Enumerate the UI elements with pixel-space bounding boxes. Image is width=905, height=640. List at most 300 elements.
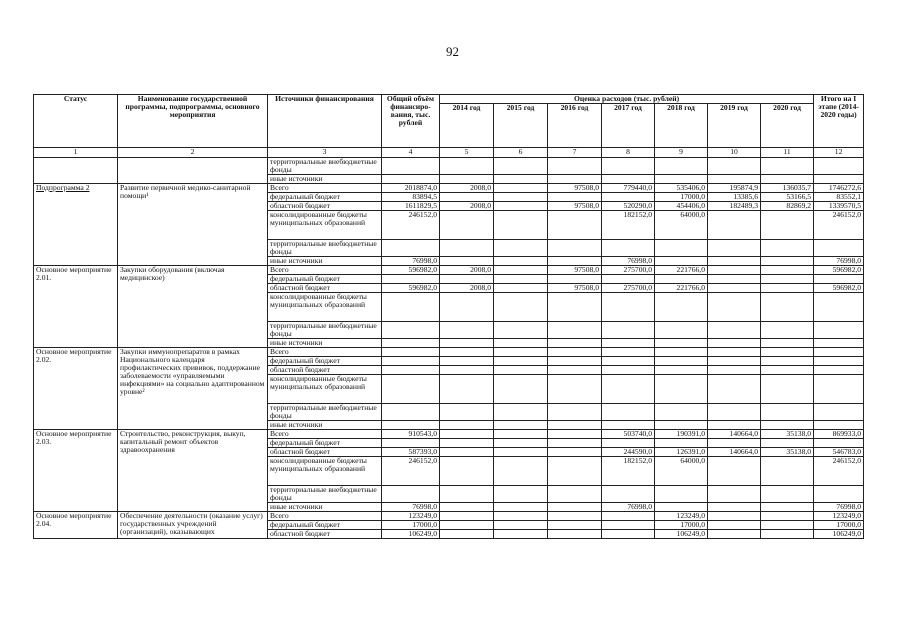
row-value-stage: 106249,0 bbox=[814, 529, 864, 538]
row-value-total: 1611829,5 bbox=[382, 201, 440, 210]
row-name bbox=[118, 157, 268, 183]
row-value-y2016 bbox=[548, 347, 602, 356]
row-value-total bbox=[382, 174, 440, 183]
row-value-y2018: 17000,0 bbox=[655, 192, 708, 201]
row-value-y2019 bbox=[708, 529, 761, 538]
row-value-y2017 bbox=[602, 174, 655, 183]
row-value-y2015 bbox=[494, 157, 548, 174]
row-source: территориальные внебюджетные фонды bbox=[268, 485, 382, 502]
row-value-stage bbox=[814, 438, 864, 447]
row-value-total bbox=[382, 157, 440, 174]
row-value-y2015 bbox=[494, 183, 548, 192]
row-value-y2014 bbox=[440, 529, 494, 538]
row-value-y2019: 182489,3 bbox=[708, 201, 761, 210]
table-row bbox=[34, 429, 864, 438]
row-value-y2016: 97508,0 bbox=[548, 265, 602, 274]
column-index: 2 bbox=[118, 147, 268, 157]
row-value-y2016 bbox=[548, 511, 602, 520]
row-value-stage: 76998,0 bbox=[814, 502, 864, 511]
row-value-total bbox=[382, 374, 440, 403]
row-value-total: 587393,0 bbox=[382, 447, 440, 456]
row-value-total bbox=[382, 338, 440, 347]
row-value-total: 596982,0 bbox=[382, 283, 440, 292]
row-value-y2019 bbox=[708, 365, 761, 374]
row-value-stage bbox=[814, 347, 864, 356]
row-source: территориальные внебюджетные фонды bbox=[268, 157, 382, 174]
row-value-y2016: 97508,0 bbox=[548, 183, 602, 192]
row-value-y2016 bbox=[548, 485, 602, 502]
row-value-y2015 bbox=[494, 292, 548, 321]
row-value-stage bbox=[814, 338, 864, 347]
row-value-y2015 bbox=[494, 365, 548, 374]
row-source: территориальные внебюджетные фонды bbox=[268, 239, 382, 256]
row-value-y2020 bbox=[761, 321, 814, 338]
row-value-y2014 bbox=[440, 403, 494, 420]
row-value-total: 83894,5 bbox=[382, 192, 440, 201]
row-value-y2016: 97508,0 bbox=[548, 201, 602, 210]
row-value-y2014 bbox=[440, 429, 494, 438]
row-value-stage bbox=[814, 485, 864, 502]
row-value-y2018 bbox=[655, 374, 708, 403]
column-index: 8 bbox=[602, 147, 655, 157]
row-value-stage bbox=[814, 274, 864, 283]
row-value-y2020 bbox=[761, 520, 814, 529]
row-source: консолидированные бюджеты муниципальных образований bbox=[268, 210, 382, 239]
row-value-y2018 bbox=[655, 157, 708, 174]
row-value-y2019 bbox=[708, 456, 761, 485]
table-row bbox=[34, 157, 864, 174]
row-value-total bbox=[382, 485, 440, 502]
row-value-stage: 17000,0 bbox=[814, 520, 864, 529]
row-value-y2016 bbox=[548, 447, 602, 456]
row-value-y2016 bbox=[548, 520, 602, 529]
row-value-y2020 bbox=[761, 174, 814, 183]
row-value-y2017 bbox=[602, 365, 655, 374]
row-source: областной бюджет bbox=[268, 201, 382, 210]
row-value-stage: 1339570,5 bbox=[814, 201, 864, 210]
row-source: федеральный бюджет bbox=[268, 356, 382, 365]
row-value-y2014 bbox=[440, 520, 494, 529]
row-status: Основное мероприятие 2.04. bbox=[34, 511, 118, 538]
row-value-y2020: 82869,2 bbox=[761, 201, 814, 210]
row-value-stage bbox=[814, 239, 864, 256]
row-value-y2019 bbox=[708, 265, 761, 274]
row-value-y2018: 64000,0 bbox=[655, 210, 708, 239]
row-value-y2015 bbox=[494, 274, 548, 283]
row-value-y2019 bbox=[708, 511, 761, 520]
column-index: 11 bbox=[761, 147, 814, 157]
row-value-y2019 bbox=[708, 374, 761, 403]
row-value-y2020 bbox=[761, 292, 814, 321]
row-value-y2017: 76998,0 bbox=[602, 502, 655, 511]
row-value-y2017: 76998,0 bbox=[602, 256, 655, 265]
row-value-y2014 bbox=[440, 292, 494, 321]
row-value-stage bbox=[814, 420, 864, 429]
row-value-y2019 bbox=[708, 210, 761, 239]
column-index: 7 bbox=[548, 147, 602, 157]
row-value-total bbox=[382, 292, 440, 321]
row-value-y2018: 123249,0 bbox=[655, 511, 708, 520]
row-value-y2020 bbox=[761, 502, 814, 511]
row-value-y2016 bbox=[548, 356, 602, 365]
row-value-y2016 bbox=[548, 456, 602, 485]
row-value-y2014 bbox=[440, 438, 494, 447]
row-value-y2018 bbox=[655, 338, 708, 347]
row-value-y2020 bbox=[761, 157, 814, 174]
row-value-y2019 bbox=[708, 174, 761, 183]
row-source: консолидированные бюджеты муниципальных образований bbox=[268, 456, 382, 485]
row-value-total: 596982,0 bbox=[382, 265, 440, 274]
row-value-y2017: 503740,0 bbox=[602, 429, 655, 438]
row-name: Развитие первичной медико-санитарной помощи¹ bbox=[118, 183, 268, 265]
column-index: 12 bbox=[814, 147, 864, 157]
row-value-stage: 546783,0 bbox=[814, 447, 864, 456]
row-value-y2016 bbox=[548, 256, 602, 265]
row-value-total: 123249,0 bbox=[382, 511, 440, 520]
row-value-total bbox=[382, 356, 440, 365]
row-source: федеральный бюджет bbox=[268, 438, 382, 447]
row-value-y2017 bbox=[602, 239, 655, 256]
row-value-y2016 bbox=[548, 529, 602, 538]
row-source: Всего bbox=[268, 511, 382, 520]
row-value-total bbox=[382, 438, 440, 447]
row-source: иные источники bbox=[268, 502, 382, 511]
row-value-total: 106249,0 bbox=[382, 529, 440, 538]
row-value-y2016 bbox=[548, 429, 602, 438]
row-value-y2015 bbox=[494, 256, 548, 265]
row-value-y2018 bbox=[655, 347, 708, 356]
row-value-y2014: 2008,0 bbox=[440, 201, 494, 210]
row-value-stage: 869933,0 bbox=[814, 429, 864, 438]
row-value-y2017 bbox=[602, 292, 655, 321]
row-value-y2015 bbox=[494, 265, 548, 274]
row-value-y2020 bbox=[761, 420, 814, 429]
row-value-y2019 bbox=[708, 283, 761, 292]
row-value-y2014 bbox=[440, 420, 494, 429]
row-value-y2019 bbox=[708, 420, 761, 429]
row-value-y2019 bbox=[708, 239, 761, 256]
row-value-y2015 bbox=[494, 529, 548, 538]
row-status bbox=[34, 157, 118, 183]
row-value-y2017: 779440,0 bbox=[602, 183, 655, 192]
row-value-y2020 bbox=[761, 365, 814, 374]
row-status: Основное мероприятие 2.01. bbox=[34, 265, 118, 347]
row-source: иные источники bbox=[268, 420, 382, 429]
row-source: Всего bbox=[268, 429, 382, 438]
row-source: Всего bbox=[268, 183, 382, 192]
header-year: 2017 год bbox=[602, 103, 655, 147]
row-value-y2018 bbox=[655, 174, 708, 183]
row-value-y2020 bbox=[761, 274, 814, 283]
row-value-y2015 bbox=[494, 456, 548, 485]
row-value-y2017 bbox=[602, 274, 655, 283]
column-index: 5 bbox=[440, 147, 494, 157]
row-value-y2014: 2008,0 bbox=[440, 265, 494, 274]
row-value-y2019 bbox=[708, 157, 761, 174]
row-value-y2019 bbox=[708, 347, 761, 356]
row-value-stage bbox=[814, 174, 864, 183]
row-value-y2017 bbox=[602, 338, 655, 347]
row-value-stage bbox=[814, 356, 864, 365]
row-value-y2017 bbox=[602, 356, 655, 365]
row-value-y2019 bbox=[708, 356, 761, 365]
row-value-y2015 bbox=[494, 374, 548, 403]
row-value-y2019 bbox=[708, 403, 761, 420]
column-index: 9 bbox=[655, 147, 708, 157]
row-value-y2014 bbox=[440, 338, 494, 347]
header-sources: Источники финансирования bbox=[268, 95, 382, 148]
row-value-y2017: 244590,0 bbox=[602, 447, 655, 456]
header-stage-total: Итого на I этапе (2014-2020 годы) bbox=[814, 95, 864, 148]
row-value-y2017 bbox=[602, 374, 655, 403]
row-value-y2017 bbox=[602, 420, 655, 429]
row-value-y2015 bbox=[494, 174, 548, 183]
row-value-y2016 bbox=[548, 420, 602, 429]
row-source: областной бюджет bbox=[268, 447, 382, 456]
row-value-stage bbox=[814, 321, 864, 338]
row-value-y2020 bbox=[761, 338, 814, 347]
row-value-y2018 bbox=[655, 403, 708, 420]
row-value-y2019: 195874,9 bbox=[708, 183, 761, 192]
row-value-y2017 bbox=[602, 321, 655, 338]
row-value-stage bbox=[814, 374, 864, 403]
row-value-y2014 bbox=[440, 447, 494, 456]
row-source: территориальные внебюджетные фонды bbox=[268, 403, 382, 420]
row-value-y2018 bbox=[655, 502, 708, 511]
row-value-y2014 bbox=[440, 502, 494, 511]
row-value-total bbox=[382, 321, 440, 338]
row-value-y2014 bbox=[440, 485, 494, 502]
row-value-y2018: 17000,0 bbox=[655, 520, 708, 529]
row-value-y2015 bbox=[494, 239, 548, 256]
row-value-y2020: 53166,5 bbox=[761, 192, 814, 201]
row-value-y2018: 221766,0 bbox=[655, 265, 708, 274]
row-value-y2020: 35138,0 bbox=[761, 447, 814, 456]
row-value-y2015 bbox=[494, 438, 548, 447]
row-value-y2020: 136035,7 bbox=[761, 183, 814, 192]
table-row bbox=[34, 511, 864, 520]
row-value-y2019 bbox=[708, 321, 761, 338]
row-value-y2018: 535406,0 bbox=[655, 183, 708, 192]
row-value-stage bbox=[814, 157, 864, 174]
row-value-y2018 bbox=[655, 365, 708, 374]
column-index-row bbox=[34, 147, 864, 157]
header-year: 2014 год bbox=[440, 103, 494, 147]
column-index: 1 bbox=[34, 147, 118, 157]
row-value-y2016 bbox=[548, 374, 602, 403]
row-source: областной бюджет bbox=[268, 365, 382, 374]
row-value-y2017: 275700,0 bbox=[602, 283, 655, 292]
row-value-stage bbox=[814, 365, 864, 374]
row-value-y2017: 182152,0 bbox=[602, 210, 655, 239]
row-value-y2020 bbox=[761, 265, 814, 274]
row-value-y2019 bbox=[708, 256, 761, 265]
row-value-y2014 bbox=[440, 239, 494, 256]
row-value-y2015 bbox=[494, 283, 548, 292]
row-value-y2017 bbox=[602, 192, 655, 201]
row-source: областной бюджет bbox=[268, 283, 382, 292]
row-value-y2020 bbox=[761, 485, 814, 502]
row-value-y2017 bbox=[602, 529, 655, 538]
row-value-y2016 bbox=[548, 292, 602, 321]
row-value-y2019 bbox=[708, 274, 761, 283]
row-value-y2015 bbox=[494, 338, 548, 347]
header-row bbox=[34, 95, 864, 104]
row-value-y2016 bbox=[548, 210, 602, 239]
column-index: 4 bbox=[382, 147, 440, 157]
row-value-y2014 bbox=[440, 256, 494, 265]
column-index: 3 bbox=[268, 147, 382, 157]
row-value-y2019: 13385,6 bbox=[708, 192, 761, 201]
row-value-stage bbox=[814, 292, 864, 321]
row-name: Обеспечение деятельности (оказание услуг) государственных учреждений (организаций), оказывающих bbox=[118, 511, 268, 538]
row-value-y2014 bbox=[440, 374, 494, 403]
table-row bbox=[34, 183, 864, 192]
row-value-y2020: 35138,0 bbox=[761, 429, 814, 438]
row-value-y2015 bbox=[494, 210, 548, 239]
row-value-y2015 bbox=[494, 192, 548, 201]
row-value-total: 2018874,0 bbox=[382, 183, 440, 192]
row-source: консолидированные бюджеты муниципальных образований bbox=[268, 292, 382, 321]
column-index: 10 bbox=[708, 147, 761, 157]
row-value-y2017 bbox=[602, 485, 655, 502]
row-value-y2016 bbox=[548, 192, 602, 201]
row-value-y2020 bbox=[761, 374, 814, 403]
row-value-y2020 bbox=[761, 283, 814, 292]
row-value-y2018 bbox=[655, 256, 708, 265]
row-value-y2020 bbox=[761, 239, 814, 256]
row-value-stage: 596982,0 bbox=[814, 283, 864, 292]
row-value-y2017 bbox=[602, 520, 655, 529]
row-value-y2018: 190391,0 bbox=[655, 429, 708, 438]
row-value-y2018: 64000,0 bbox=[655, 456, 708, 485]
row-source: областной бюджет bbox=[268, 529, 382, 538]
row-status: Основное мероприятие 2.03. bbox=[34, 429, 118, 511]
row-value-y2019 bbox=[708, 502, 761, 511]
row-value-y2014 bbox=[440, 210, 494, 239]
row-status: Основное мероприятие 2.02. bbox=[34, 347, 118, 429]
row-value-total bbox=[382, 239, 440, 256]
row-value-y2016 bbox=[548, 502, 602, 511]
row-value-total bbox=[382, 347, 440, 356]
row-value-total: 246152,0 bbox=[382, 456, 440, 485]
row-value-y2019: 140664,0 bbox=[708, 429, 761, 438]
header-total: Общий объём финансиро-вания, тыс. рублей bbox=[382, 95, 440, 148]
row-value-y2017 bbox=[602, 403, 655, 420]
row-value-y2019: 140664,0 bbox=[708, 447, 761, 456]
row-value-y2014 bbox=[440, 365, 494, 374]
row-value-y2015 bbox=[494, 356, 548, 365]
row-value-y2020 bbox=[761, 356, 814, 365]
row-value-y2018 bbox=[655, 292, 708, 321]
row-value-y2018: 126391,0 bbox=[655, 447, 708, 456]
row-value-total: 76998,0 bbox=[382, 256, 440, 265]
row-value-y2016 bbox=[548, 365, 602, 374]
budget-table bbox=[33, 94, 864, 539]
header-year: 2016 год bbox=[548, 103, 602, 147]
row-value-y2016 bbox=[548, 157, 602, 174]
row-value-y2017 bbox=[602, 347, 655, 356]
row-value-total: 246152,0 bbox=[382, 210, 440, 239]
row-name: Закупки иммунопрепаратов в рамках Национального календаря профилактических прививок, поддержание заболеваемости «управляемыми инфекциями» на социально адаптированном уровне² bbox=[118, 347, 268, 429]
row-name: Строительство, реконструкция, выкуп, капитальный ремонт объектов здравоохранения bbox=[118, 429, 268, 511]
header-year: 2019 год bbox=[708, 103, 761, 147]
row-value-y2014 bbox=[440, 157, 494, 174]
row-value-y2020 bbox=[761, 210, 814, 239]
row-value-stage: 246152,0 bbox=[814, 456, 864, 485]
row-value-y2014 bbox=[440, 174, 494, 183]
row-value-total bbox=[382, 365, 440, 374]
row-source: федеральный бюджет bbox=[268, 192, 382, 201]
row-value-y2017: 275700,0 bbox=[602, 265, 655, 274]
row-value-y2020 bbox=[761, 347, 814, 356]
header-year: 2015 год bbox=[494, 103, 548, 147]
row-value-y2015 bbox=[494, 429, 548, 438]
row-value-stage: 83552,1 bbox=[814, 192, 864, 201]
row-value-y2015 bbox=[494, 485, 548, 502]
row-value-y2015 bbox=[494, 403, 548, 420]
row-value-stage bbox=[814, 403, 864, 420]
row-value-y2015 bbox=[494, 347, 548, 356]
row-value-y2015 bbox=[494, 520, 548, 529]
row-value-y2019 bbox=[708, 292, 761, 321]
row-source: иные источники bbox=[268, 174, 382, 183]
row-source: иные источники bbox=[268, 256, 382, 265]
row-value-y2016 bbox=[548, 274, 602, 283]
row-value-y2016: 97508,0 bbox=[548, 283, 602, 292]
row-name: Закупки оборудования (включая медицинское) bbox=[118, 265, 268, 347]
row-value-y2019 bbox=[708, 485, 761, 502]
row-value-y2014 bbox=[440, 192, 494, 201]
row-value-stage: 123249,0 bbox=[814, 511, 864, 520]
row-value-y2020 bbox=[761, 456, 814, 485]
row-value-y2017 bbox=[602, 511, 655, 520]
table-body bbox=[34, 157, 864, 538]
header-name: Наименование государственной программы, подпрограммы, основного мероприятия bbox=[118, 95, 268, 148]
row-value-y2014: 2008,0 bbox=[440, 183, 494, 192]
row-source: иные источники bbox=[268, 338, 382, 347]
row-value-y2018: 221766,0 bbox=[655, 283, 708, 292]
row-value-stage: 596982,0 bbox=[814, 265, 864, 274]
row-value-y2020 bbox=[761, 511, 814, 520]
row-value-y2017: 520290,0 bbox=[602, 201, 655, 210]
row-value-y2018 bbox=[655, 485, 708, 502]
header-estimate: Оценка расходов (тыс. рублей) bbox=[440, 95, 814, 104]
row-source: консолидированные бюджеты муниципальных образований bbox=[268, 374, 382, 403]
row-value-y2019 bbox=[708, 438, 761, 447]
row-value-stage: 246152,0 bbox=[814, 210, 864, 239]
row-value-stage: 76998,0 bbox=[814, 256, 864, 265]
row-value-y2017 bbox=[602, 157, 655, 174]
row-value-y2015 bbox=[494, 447, 548, 456]
row-value-y2014: 2008,0 bbox=[440, 283, 494, 292]
row-value-total: 76998,0 bbox=[382, 502, 440, 511]
row-value-y2014 bbox=[440, 456, 494, 485]
row-value-total bbox=[382, 420, 440, 429]
row-value-y2018 bbox=[655, 438, 708, 447]
header-year: 2018 год bbox=[655, 103, 708, 147]
header-year: 2020 год bbox=[761, 103, 814, 147]
row-value-y2015 bbox=[494, 502, 548, 511]
row-source: федеральный бюджет bbox=[268, 520, 382, 529]
row-value-y2018 bbox=[655, 356, 708, 365]
row-value-total: 910543,0 bbox=[382, 429, 440, 438]
row-value-y2019 bbox=[708, 520, 761, 529]
row-value-y2014 bbox=[440, 347, 494, 356]
row-value-y2018 bbox=[655, 420, 708, 429]
row-value-total bbox=[382, 403, 440, 420]
row-value-total: 17000,0 bbox=[382, 520, 440, 529]
